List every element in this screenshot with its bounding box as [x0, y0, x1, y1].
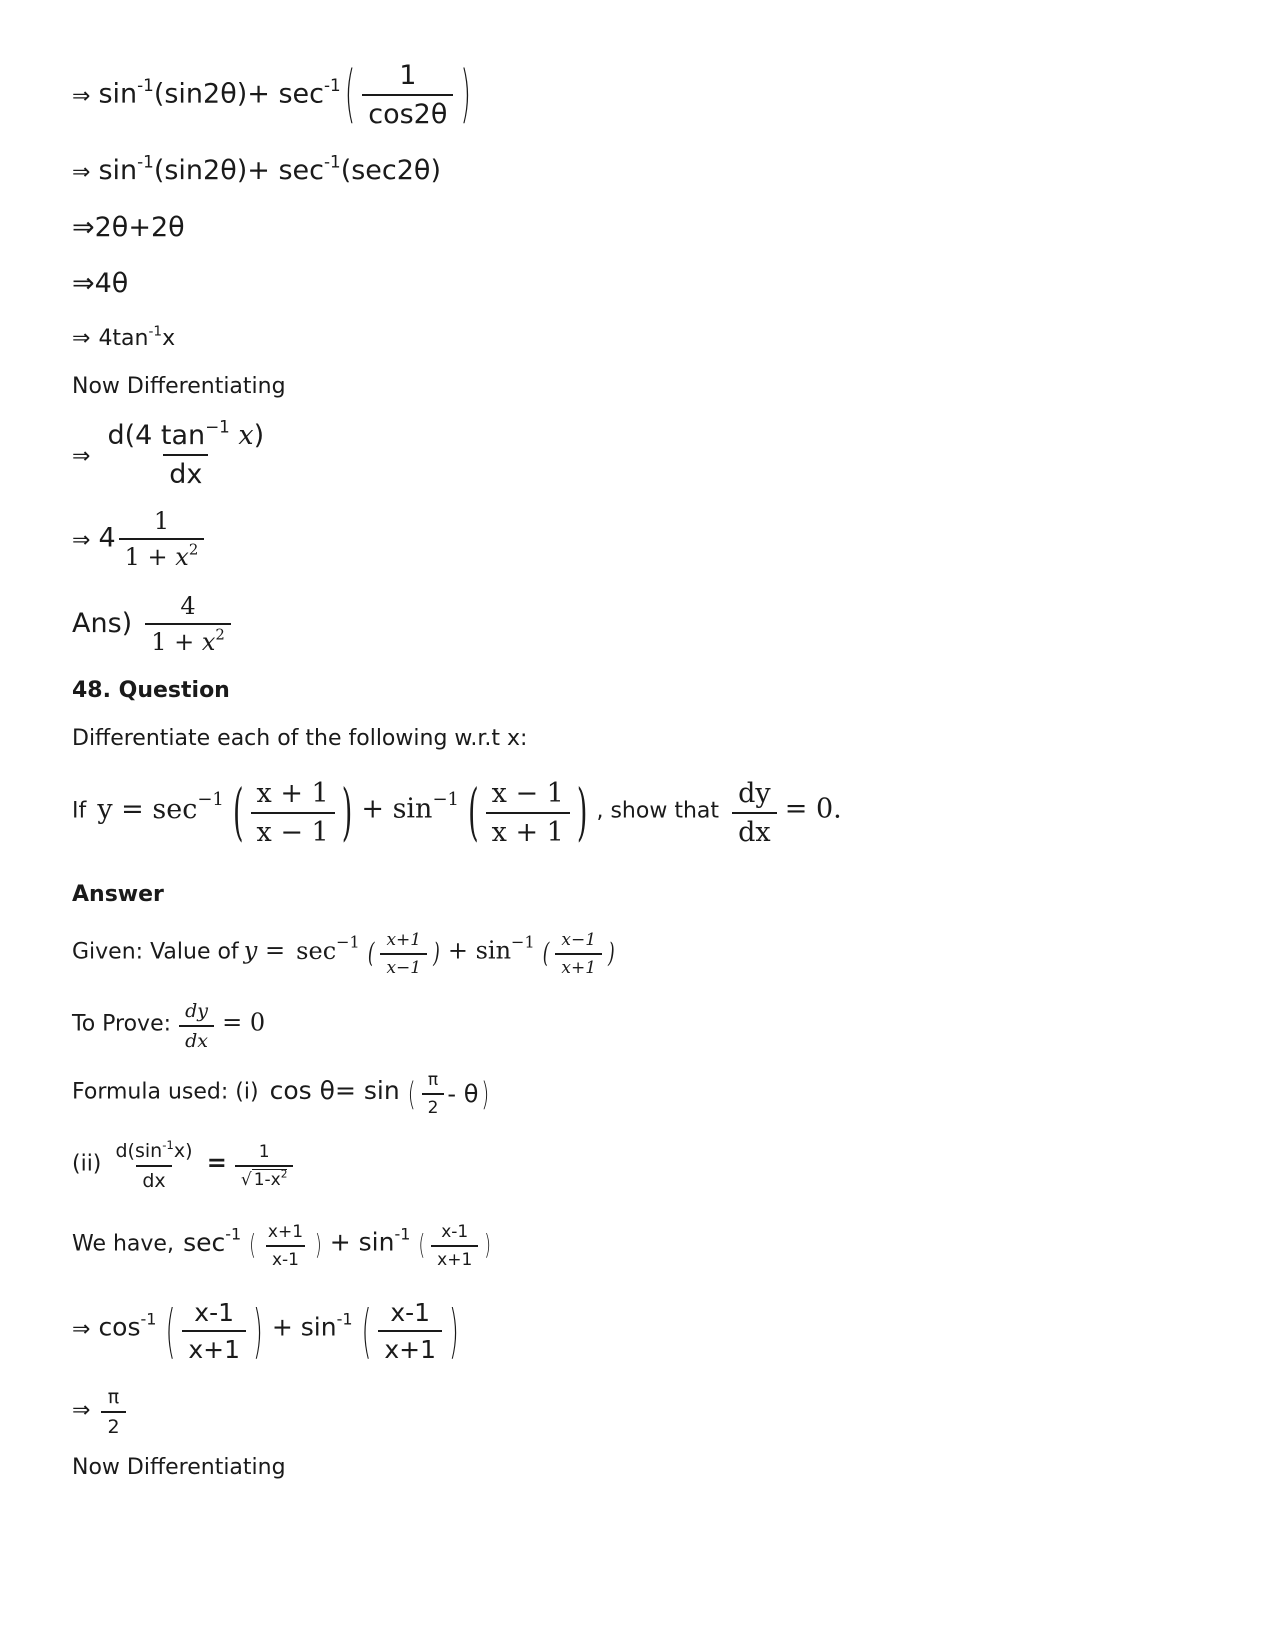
step-line-3: ⇒2θ+2θ — [72, 212, 185, 243]
paren-group — [341, 60, 475, 130]
fraction: $\frac{4}{1 + x^2}$ — [145, 592, 231, 656]
answer-line — [72, 592, 234, 656]
answer-step-1: ⇒ $\cos^{-1}$ ( $\frac{x-1}{x+1}$ ) + $\sin^{-1}$ ( $\frac{x-1}{x+1}$ ) — [72, 1298, 463, 1364]
now-differentiating-1: Now Differentiating — [72, 374, 286, 399]
question-statement: If $y = \sec^{-1}$ ( $\frac{x + 1}{x - 1}$ ) + $\sin^{-1}$ ( $\frac{x - 1}{x + 1}$ ) , show that $\frac{dy}{dx}$ = 0. — [72, 778, 842, 848]
formula-line-2: (ii) $\frac{d(\sin^{-1}x)}{dx}$ = $\frac{1}{√ 1-x^2}$ — [72, 1140, 296, 1192]
implies-arrow: ⇒ — [72, 160, 91, 185]
answer-heading: Answer — [72, 882, 164, 907]
question-prompt: Differentiate each of the following w.r.t x: — [72, 726, 528, 751]
formula-line-1: Formula used: (i) cos θ= sin ( $\frac{\pi}{2}$ - θ ) — [72, 1070, 492, 1118]
step-line-4: ⇒4θ — [72, 268, 129, 299]
fraction: $\frac{1}{1 + x^2}$ — [119, 507, 205, 571]
step-line-7 — [72, 416, 273, 490]
ans-label: Ans) — [72, 607, 133, 639]
step-line-2: ⇒ $\sin^{-1}(\sin 2\theta)+ \sec^{-1}(\sec 2\theta)$ — [72, 151, 441, 186]
implies-arrow: ⇒ — [72, 1316, 91, 1342]
implies-arrow: ⇒ — [72, 326, 91, 351]
question-heading: 48. Question — [72, 678, 230, 703]
we-have-line: We have, $\sec^{-1}$ ( $\frac{x+1}{x-1}$ ) + $\sin^{-1}$ ( $\frac{x-1}{x+1}$ ) — [72, 1222, 494, 1270]
step-line-5: ⇒ $4\tan^{-1}x$ — [72, 323, 176, 351]
fraction: $\frac{d(4 \tan^{-1} x)}{dx}$ — [107, 416, 265, 490]
given-line: Given: Value of $y = \sec^{-1}$ ( $\frac{x+1}{x-1}$ ) + $\sin^{-1}$ ( $\frac{x-1}{x+1}$ ) — [72, 930, 618, 978]
implies-arrow: ⇒ — [72, 527, 91, 553]
implies-arrow: ⇒ — [72, 443, 91, 469]
implies-arrow: ⇒ — [72, 1397, 91, 1423]
fraction: ( $\frac{1}{\cos 2\theta}$ — [362, 60, 453, 130]
now-differentiating-2: Now Differentiating — [72, 1455, 286, 1480]
step-line-8: ⇒ 4 $\frac{1}{1 + x^2}$ — [72, 507, 207, 571]
step-line-1: ⇒ $\sin^{-1}(\sin 2\theta)+ \sec^{-1}$ ( $\frac{1}{\cos 2\theta}$ ) — [72, 60, 475, 130]
answer-step-2: ⇒ $\frac{\pi}{2}$ — [72, 1386, 129, 1438]
implies-arrow: ⇒ — [72, 83, 91, 109]
to-prove-line: To Prove: $\frac{dy}{dx}$ = 0 — [72, 1000, 266, 1052]
